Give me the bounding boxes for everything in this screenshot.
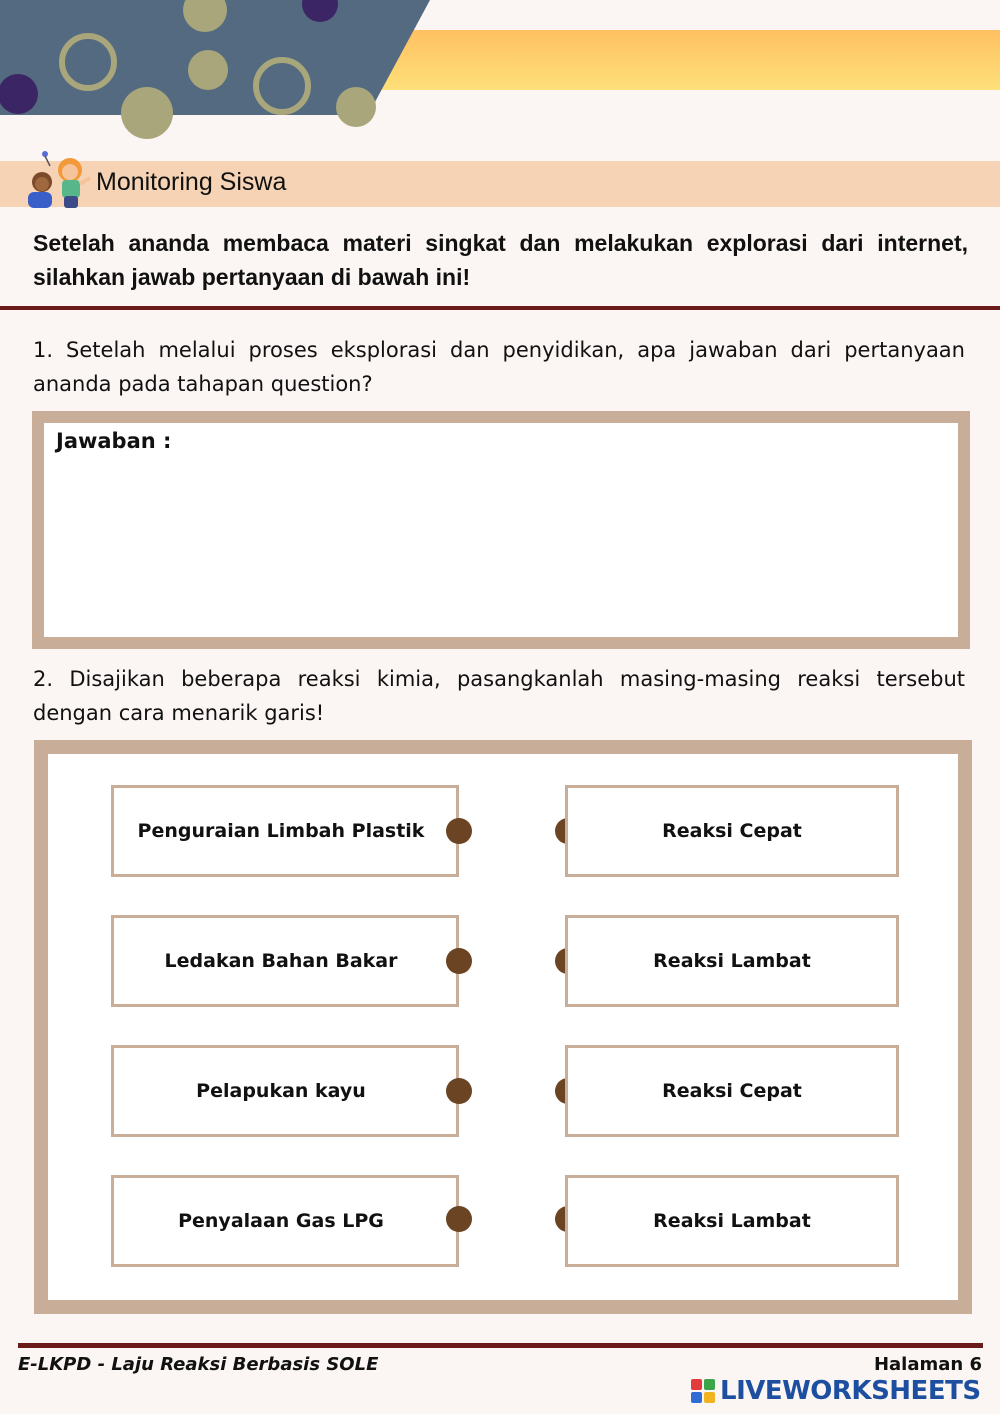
match-left-item-2[interactable]: Ledakan Bahan Bakar	[111, 915, 459, 1007]
header-decoration	[0, 0, 1000, 140]
answer-box-frame	[32, 411, 970, 649]
liveworksheets-wordmark: LIVEWORKSHEETS	[720, 1376, 981, 1406]
match-left-item-3[interactable]: Pelapukan kayu	[111, 1045, 459, 1137]
footer-divider	[18, 1343, 983, 1348]
match-right-item-1[interactable]: Reaksi Cepat	[565, 785, 899, 877]
match-left-dot-3[interactable]	[446, 1078, 472, 1104]
match-left-dot-1[interactable]	[446, 818, 472, 844]
match-right-item-2[interactable]: Reaksi Lambat	[565, 915, 899, 1007]
liveworksheets-logo	[690, 1374, 990, 1408]
deco-circle	[121, 87, 173, 139]
match-left-item-4[interactable]: Penyalaan Gas LPG	[111, 1175, 459, 1267]
deco-circle	[188, 50, 228, 90]
match-right-item-3[interactable]: Reaksi Cepat	[565, 1045, 899, 1137]
liveworksheets-icon	[690, 1378, 716, 1404]
page-number: Halaman 6	[873, 1354, 982, 1375]
match-left-dot-2[interactable]	[446, 948, 472, 974]
kids-icon	[20, 150, 92, 212]
intro-instruction: Setelah ananda membaca materi singkat dan melakukan explorasi dari internet, silahkan jawab pertanyaan di bawah ini!	[33, 230, 968, 290]
header-yellow-band	[360, 30, 1000, 90]
match-left-dot-4[interactable]	[446, 1206, 472, 1232]
divider	[0, 306, 1000, 310]
deco-circle	[336, 87, 376, 127]
answer-input-area[interactable]	[44, 423, 958, 637]
question-2-text: 2. Disajikan beberapa reaksi kimia, pasangkanlah masing-masing reaksi tersebut dengan cara menarik garis!	[33, 667, 965, 725]
question-1-text: 1. Setelah melalui proses eksplorasi dan penyidikan, apa jawaban dari pertanyaan ananda pada tahapan question?	[33, 338, 965, 396]
match-right-item-4[interactable]: Reaksi Lambat	[565, 1175, 899, 1267]
section-title: Monitoring Siswa	[96, 168, 287, 196]
match-left-item-1[interactable]: Penguraian Limbah Plastik	[111, 785, 459, 877]
matching-area	[48, 754, 958, 1300]
matching-frame	[34, 740, 972, 1314]
answer-label: Jawaban :	[56, 429, 172, 453]
footer-title: E-LKPD - Laju Reaksi Berbasis SOLE	[18, 1354, 379, 1375]
